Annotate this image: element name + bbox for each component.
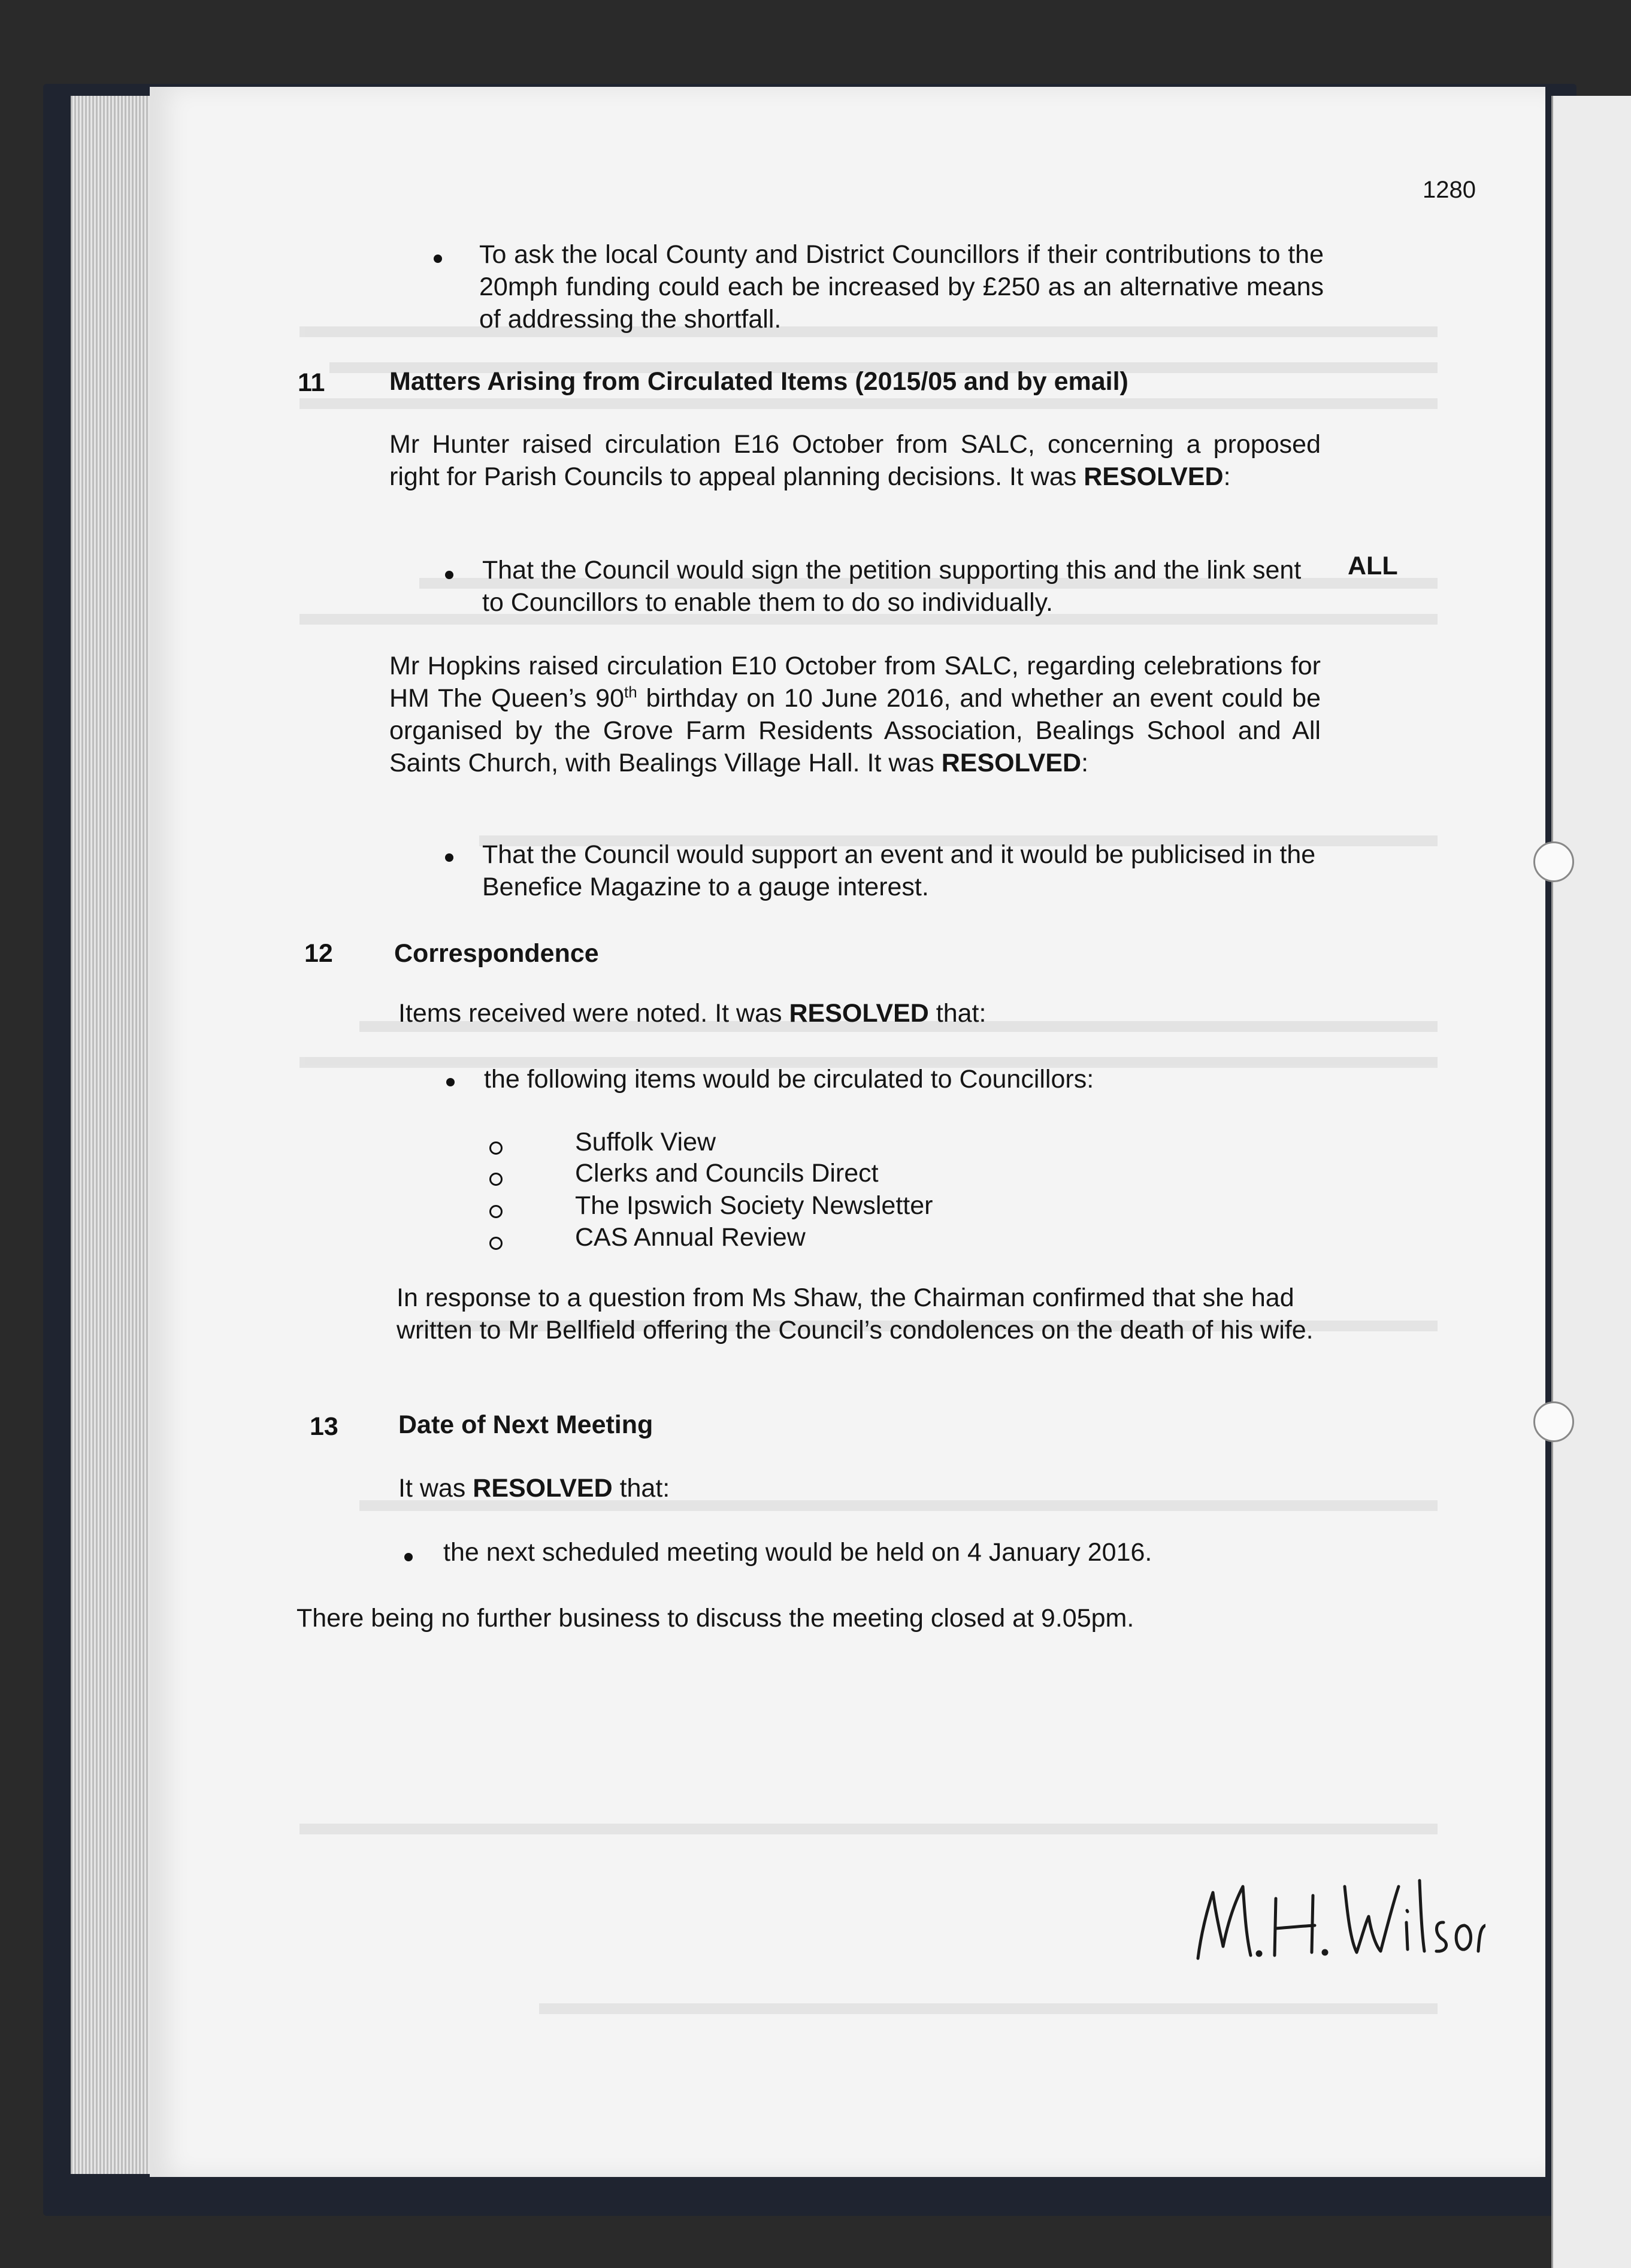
- punch-hole: [1533, 841, 1574, 882]
- item-number: 12: [304, 939, 333, 968]
- item-heading: Matters Arising from Circulated Items (2015/05 and by email): [389, 367, 1128, 396]
- item11-paragraph2: Mr Hopkins raised circulation E10 October from SALC, regarding celebrations for HM The Queen’s 90th birthday on 10 June 2016, and whether an event could be organised by the Grove Farm Residents Association, Bealings School and All Saints Church, with Bealings Village Hall. It was RESOLVED:: [389, 652, 1321, 777]
- page-edges: [71, 96, 155, 2174]
- item12-bullet: the following items would be circulated to Councillors:: [484, 1065, 1094, 1094]
- sub-item: Suffolk View: [575, 1128, 716, 1156]
- sub-item: CAS Annual Review: [575, 1223, 806, 1252]
- item11-bullet1: That the Council would sign the petition supporting this and the link sent to Councillors to enable them to do so individually.: [482, 556, 1302, 617]
- item-number: 13: [310, 1412, 338, 1441]
- item-heading: Correspondence: [394, 939, 599, 968]
- punch-hole: [1533, 1401, 1574, 1442]
- item13-paragraph: It was RESOLVED that:: [398, 1474, 670, 1503]
- closing-statement: There being no further business to discuss the meeting closed at 9.05pm.: [296, 1604, 1134, 1633]
- sub-bullet: [489, 1237, 503, 1250]
- bullet: [445, 853, 453, 862]
- item12-paragraph1: Items received were noted. It was RESOLVED that:: [398, 999, 987, 1028]
- sub-item: The Ipswich Society Newsletter: [575, 1191, 933, 1220]
- item13-bullet: the next scheduled meeting would be held on 4 January 2016.: [443, 1538, 1152, 1567]
- bullet: [445, 571, 453, 579]
- sub-bullet: [489, 1141, 503, 1155]
- handwritten-signature: [1186, 1845, 1485, 1982]
- sub-bullet: [489, 1173, 503, 1186]
- item-heading: Date of Next Meeting: [398, 1410, 653, 1439]
- action-label: ALL: [1348, 552, 1398, 580]
- bullet: [434, 255, 442, 263]
- sub-item: Clerks and Councils Direct: [575, 1159, 879, 1188]
- item11-paragraph1: Mr Hunter raised circulation E16 October from SALC, concerning a proposed right for Parish Councils to appeal planning decisions. It was RESOLVED:: [389, 430, 1321, 491]
- item11-bullet2: That the Council would support an event and it would be publicised in the Benefice Magazine to a gauge interest.: [482, 840, 1316, 901]
- adjacent-page-edge: [1551, 96, 1631, 2268]
- bullet: [404, 1553, 413, 1561]
- item-number: 11: [298, 368, 325, 397]
- item12-paragraph2: In response to a question from Ms Shaw, the Chairman confirmed that she had written to Mr Bellfield offering the Council’s condolences on the death of his wife.: [397, 1283, 1314, 1345]
- sub-bullet: [489, 1205, 503, 1218]
- bullet: [446, 1078, 455, 1086]
- top-bullet-text: To ask the local County and District Councillors if their contributions to the 20mph funding could each be increased by £250 as an alternative means of addressing the shortfall.: [479, 240, 1324, 334]
- page-number: 1280: [1423, 177, 1476, 203]
